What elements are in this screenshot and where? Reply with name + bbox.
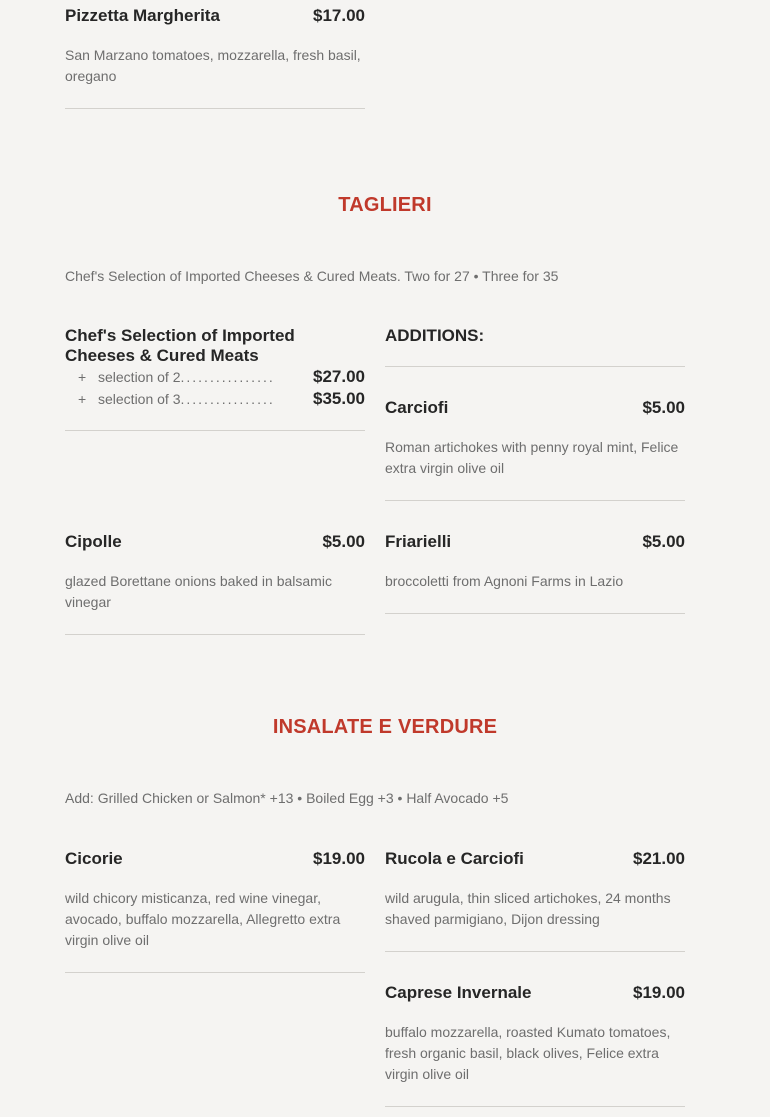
item-name: Rucola e Carciofi [385,849,524,868]
divider [385,366,685,367]
selection-label: selection of 3 [98,391,181,407]
dot-leader: ................ [180,391,275,407]
item-price: $5.00 [642,532,685,551]
divider [65,108,365,109]
section-title-taglieri: TAGLIERI [338,194,432,216]
item-name: Pizzetta Margherita [65,6,220,25]
item-price: $19.00 [633,983,685,1002]
additions-header [385,326,685,346]
selection-price: $27.00 [313,367,365,386]
section-note-taglieri: Chef's Selection of Imported Cheeses & Cured Meats. Two for 27 • Three for 35 [65,268,559,284]
plus-icon: + [78,391,87,407]
item-name: Friarielli [385,532,452,551]
item-description: glazed Borettane onions baked in balsamic vinegar [65,573,332,610]
item-name: Carciofi [385,398,449,417]
divider [65,972,365,973]
item-name: Chef's Selection of Imported Cheeses & Cured Meats [65,326,295,365]
dot-leader: ................ [180,369,275,385]
item-name: Cicorie [65,849,123,868]
menu-item-chef-selection [65,326,365,432]
plus-icon: + [78,369,87,385]
item-name: Cipolle [65,532,122,551]
item-description: San Marzano tomatoes, mozzarella, fresh basil, oregano [65,47,361,84]
item-name: Caprese Invernale [385,983,532,1002]
item-price: $5.00 [322,532,365,551]
item-description: broccoletti from Agnoni Farms in Lazio [385,573,624,589]
selection-label: selection of 2 [98,369,181,385]
section-note-insalate: Add: Grilled Chicken or Salmon* +13 • Boiled Egg +3 • Half Avocado +5 [65,790,509,806]
additions-label: ADDITIONS: [385,326,485,345]
item-price: $19.00 [313,849,365,868]
item-price: $21.00 [633,849,685,868]
divider [385,500,685,501]
section-title-insalate: INSALATE E VERDURE [272,716,498,738]
divider [385,613,685,614]
divider [65,430,365,431]
item-description: Roman artichokes with penny royal mint, Felice extra virgin olive oil [385,439,679,476]
item-price: $5.00 [642,398,685,417]
selection-option [65,367,365,387]
item-description: buffalo mozzarella, roasted Kumato tomatoes, fresh organic basil, black olives, Felice extra virgin olive oil [385,1024,671,1082]
item-description: wild chicory misticanza, red wine vinegar, avocado, buffalo mozzarella, Allegretto extra virgin olive oil [65,890,341,948]
item-price: $17.00 [313,6,365,25]
divider [385,1106,685,1107]
selection-option [65,389,365,409]
item-description: wild arugula, thin sliced artichokes, 24 months shaved parmigiano, Dijon dressing [385,890,671,927]
selection-price: $35.00 [313,389,365,408]
divider [385,951,685,952]
divider [65,634,365,635]
